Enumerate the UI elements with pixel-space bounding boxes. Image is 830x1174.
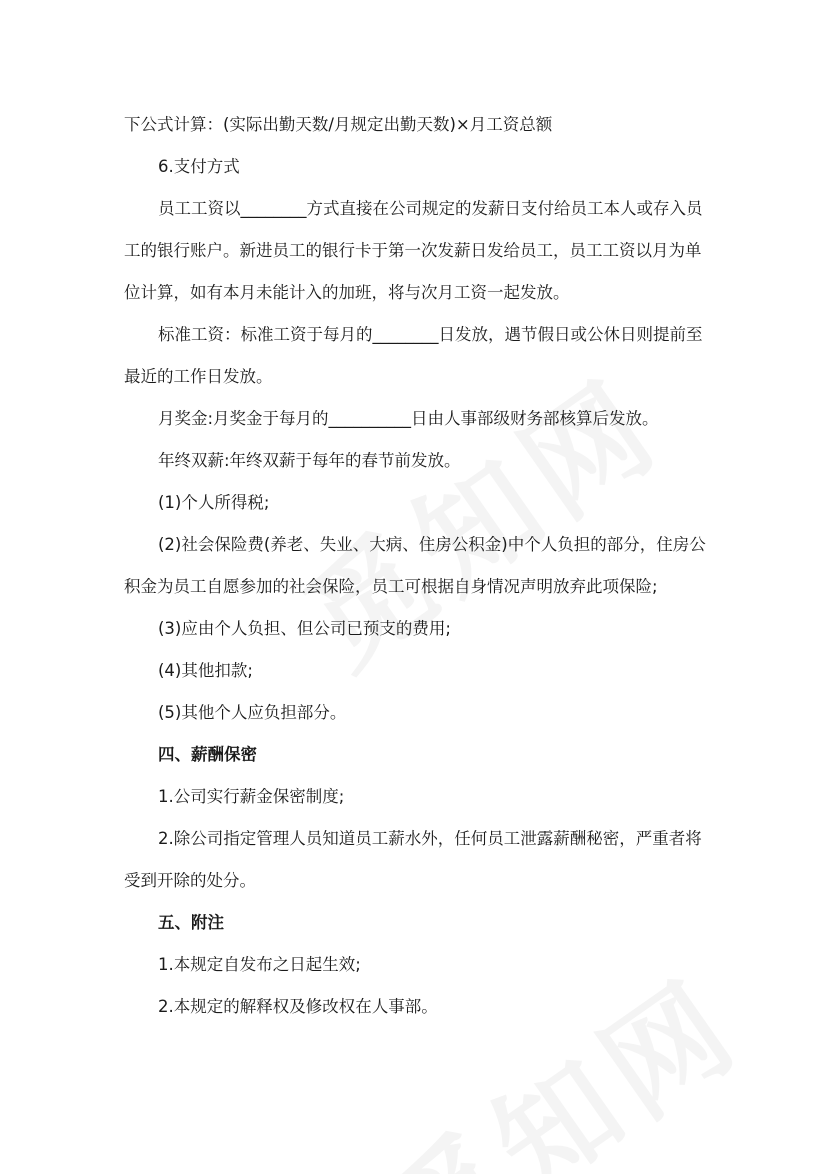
document-body [124, 104, 714, 1028]
paragraph-year-end-bonus: 年终双薪:年终双薪于每年的春节前发放。 [158, 451, 461, 470]
heading-notes: 五、附注 [158, 913, 224, 932]
paragraph-confidentiality-2: 2.除公司指定管理人员知道员工薪水外，任何员工泄露薪酬秘密，严重者将受到开除的处分。 [124, 829, 702, 890]
list-item-social-insurance: (2)社会保险费(养老、失业、大病、住房公积金)中个人负担的部分，住房公积金为员工自愿参加的社会保险，员工可根据自身情况声明放弃此项保险; [124, 535, 706, 596]
list-item-other-personal: (5)其他个人应负担部分。 [158, 703, 347, 722]
list-item-income-tax: (1)个人所得税; [158, 493, 270, 512]
paragraph-notes-1: 1.本规定自发布之日起生效; [158, 955, 361, 974]
list-item-prepaid-costs: (3)应由个人负担、但公司已预支的费用; [158, 619, 451, 638]
paragraph-standard-wage: 标准工资：标准工资于每月的________日发放，遇节假日或公休日则提前至最近的工作日发放。 [124, 325, 703, 386]
paragraph-formula: 下公式计算：(实际出勤天数/月规定出勤天数)×月工资总额 [124, 115, 553, 134]
heading-salary-confidentiality: 四、薪酬保密 [158, 745, 257, 764]
paragraph-confidentiality-1: 1.公司实行薪金保密制度; [158, 787, 345, 806]
paragraph-payment-method: 员工工资以________方式直接在公司规定的发薪日支付给员工本人或存入员工的银行账户。新进员工的银行卡于第一次发薪日发给员工，员工工资以月为单位计算，如有本月未能计入的加班，将与次月工资一起发放。 [124, 199, 703, 302]
list-item-other-deductions: (4)其他扣款; [158, 661, 253, 680]
paragraph-notes-2: 2.本规定的解释权及修改权在人事部。 [158, 997, 438, 1016]
section-payment-method: 6.支付方式 [158, 157, 240, 176]
paragraph-monthly-bonus: 月奖金:月奖金于每月的__________日由人事部级财务部核算后发放。 [158, 409, 659, 428]
